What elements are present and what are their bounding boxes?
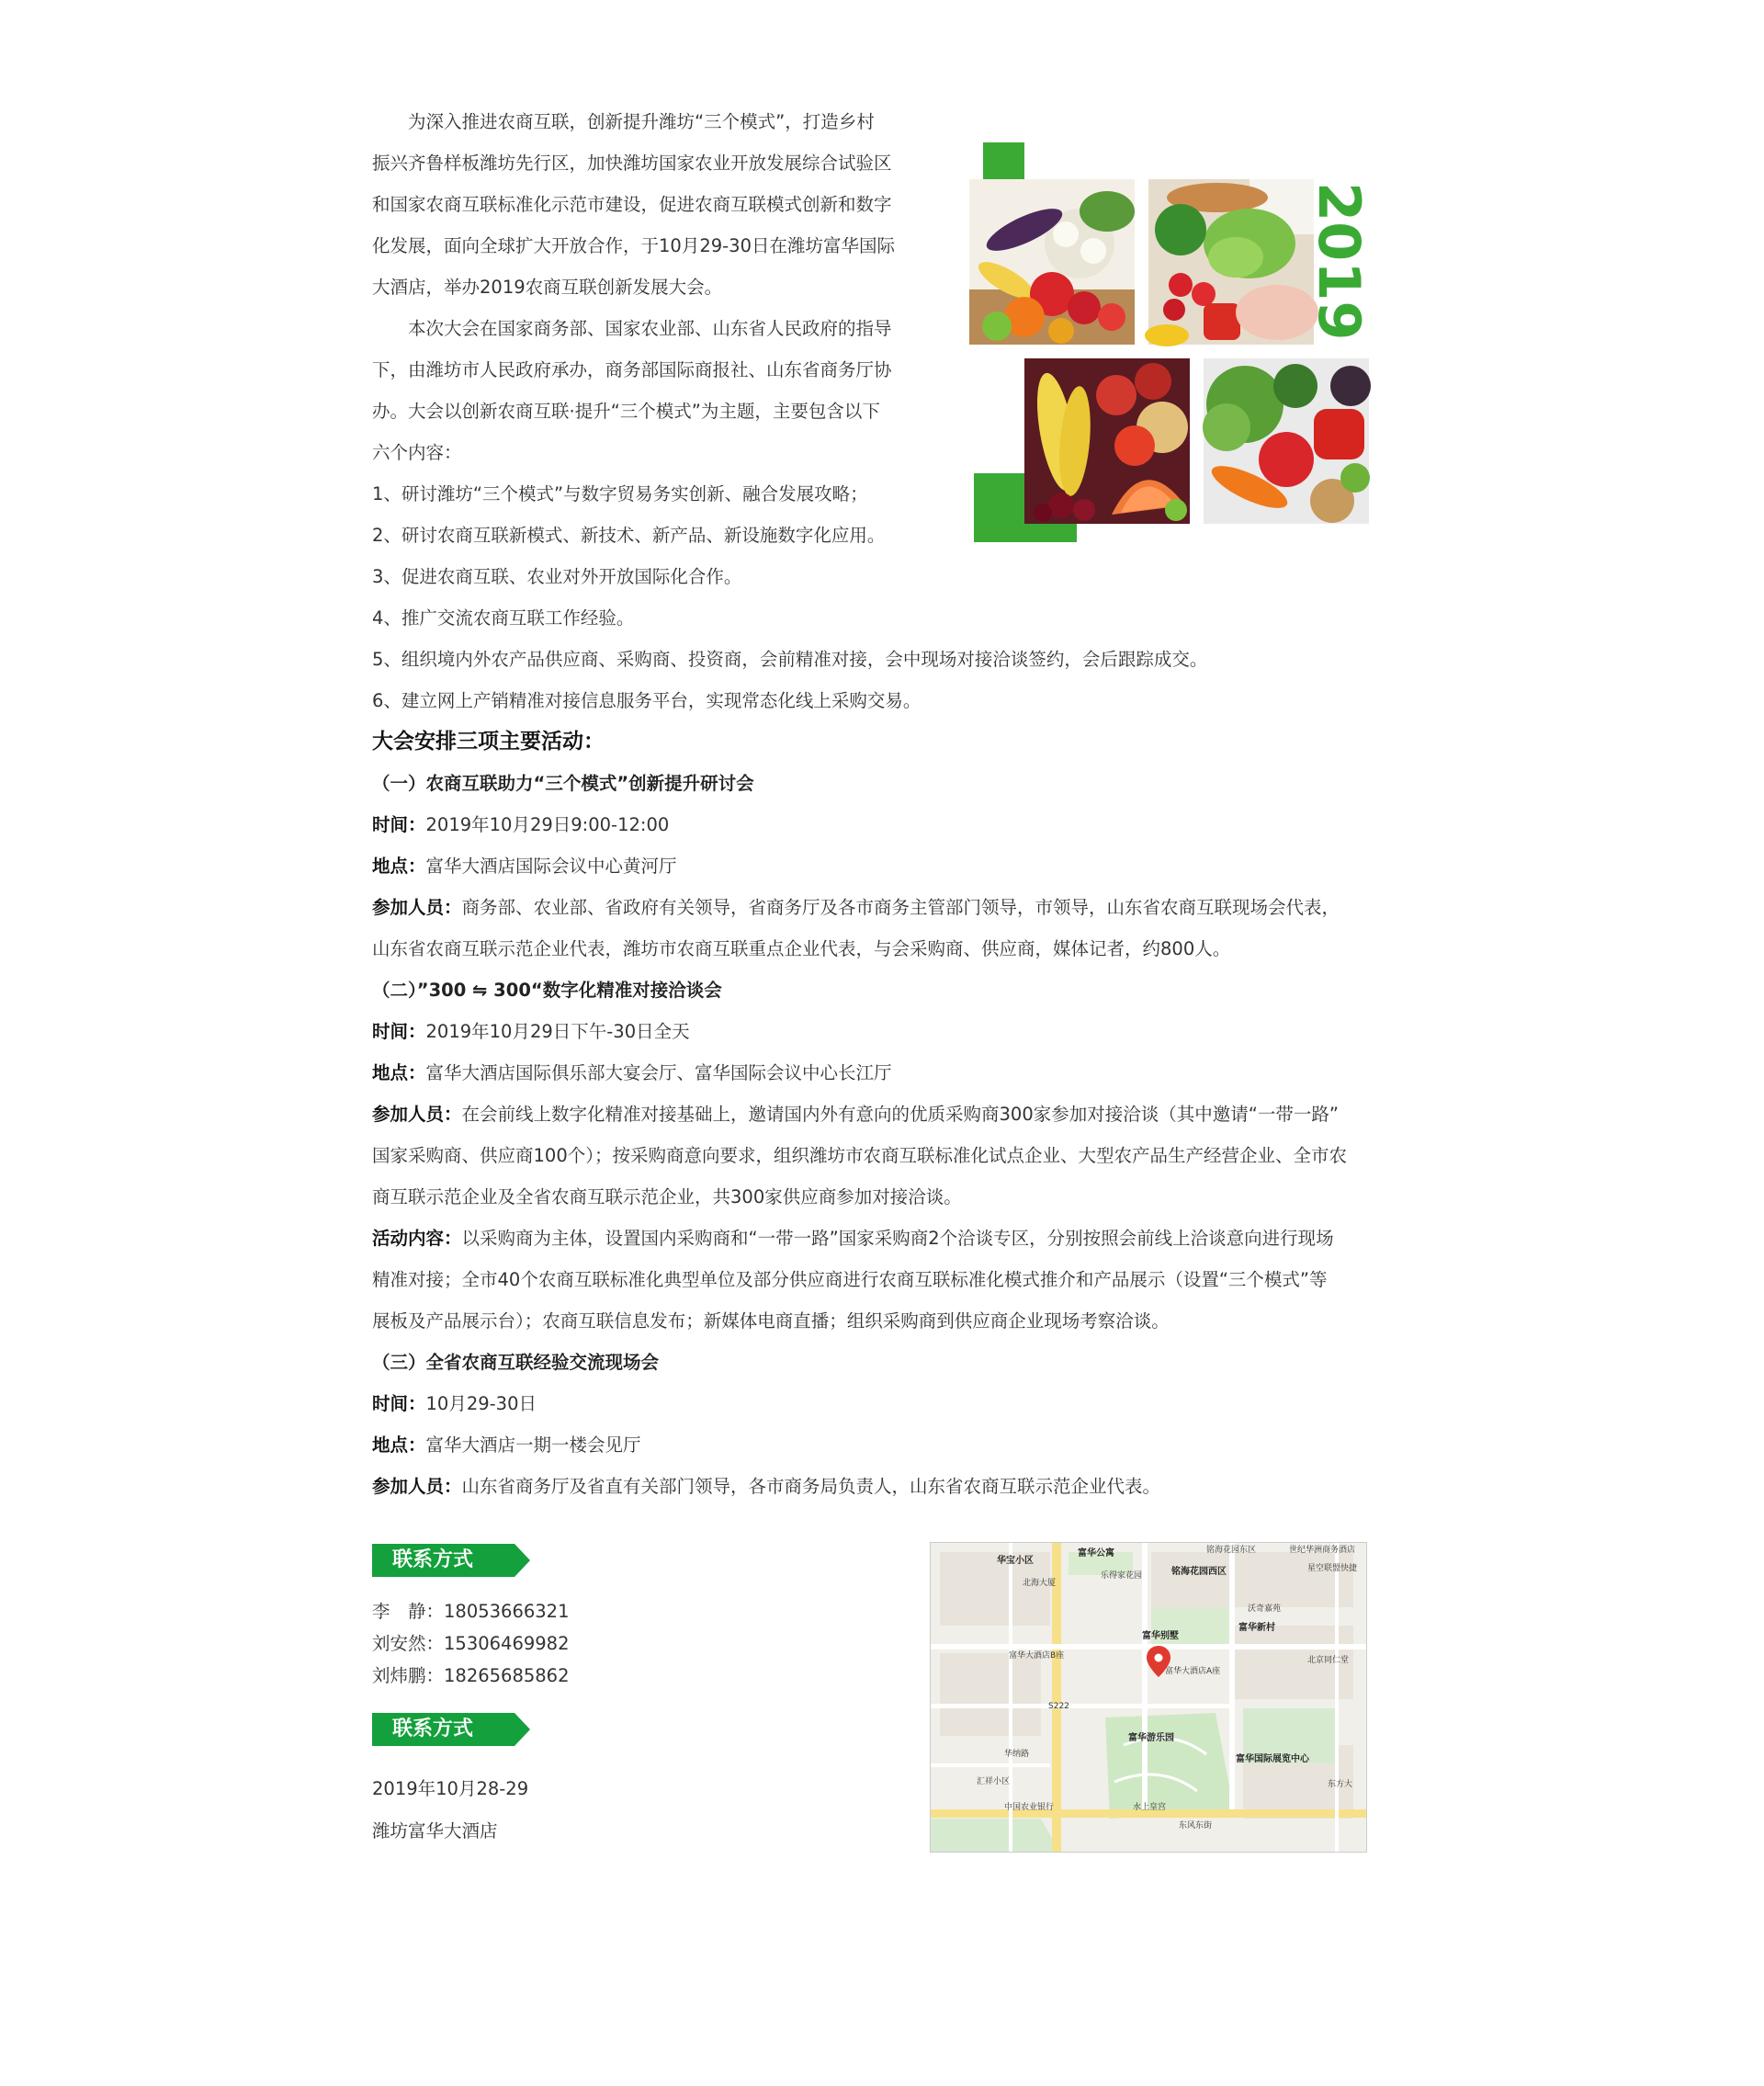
event-venue: 潍坊富华大酒店 xyxy=(372,1820,498,1842)
people-value: 商务部、农业部、省政府有关领导，省商务厅及各市商务主管部门领导，市领导，山东省农商互联现场会代表， xyxy=(461,897,1340,918)
time-label: 时间： xyxy=(372,1393,426,1414)
place-value: 富华大酒店一期一楼会见厅 xyxy=(425,1434,641,1456)
time-value: 2019年10月29日下午-30日全天 xyxy=(425,1021,690,1042)
activity-3-place xyxy=(372,1424,1383,1466)
content-value: 以采购商为主体，设置国内采购商和“一带一路”国家采购商2个洽谈专区，分别按照会前线上洽谈意向进行现场 xyxy=(461,1228,1334,1249)
activity-3-title: （三）全省农商互联经验交流现场会 xyxy=(372,1352,660,1373)
intro-line: 和国家农商互联标准化示范市建设，促进农商互联模式创新和数字 xyxy=(372,194,892,215)
activity-2-people-cont: 商互联示范企业及全省农商互联示范企业，共300家供应商参加对接洽谈。 xyxy=(372,1186,962,1207)
activity-2-content-cont: 展板及产品展示台）；农商互联信息发布；新媒体电商直播；组织采购商到供应商企业现场考察洽谈。 xyxy=(372,1310,1170,1332)
produce-photo-4 xyxy=(1204,358,1369,524)
intro-line: 六个内容： xyxy=(372,442,462,463)
content-item: 2、研讨农商互联新模式、新技术、新产品、新设施数字化应用。 xyxy=(372,525,886,546)
content-item: 1、研讨潍坊“三个模式”与数字贸易务实创新、融合发展攻略； xyxy=(372,483,868,504)
activity-1-people xyxy=(372,887,1383,928)
activity-2-time xyxy=(372,1011,1383,1052)
contact-tag-2-label: 联系方式 xyxy=(392,1718,474,1740)
place-label: 地点： xyxy=(372,1062,426,1083)
intro-line: 办。大会以创新农商互联·提升“三个模式”为主题，主要包含以下 xyxy=(372,401,880,422)
contact-person: 刘炜鹏：18265685862 xyxy=(372,1665,570,1686)
produce-photo-1 xyxy=(969,179,1135,345)
people-value: 在会前线上数字化精准对接基础上，邀请国内外有意向的优质采购商300家参加对接洽谈（其中邀请“一带一路” xyxy=(461,1104,1339,1125)
place-value: 富华大酒店国际俱乐部大宴会厅、富华国际会议中心长江厅 xyxy=(425,1062,892,1083)
activity-3-time xyxy=(372,1383,1383,1424)
map-label: 富华游乐园 xyxy=(1128,1733,1174,1743)
year-label: 2019 xyxy=(1306,182,1373,341)
place-label: 地点： xyxy=(372,856,426,877)
activity-1-title: （一）农商互联助力“三个模式”创新提升研讨会 xyxy=(372,773,754,794)
people-label: 参加人员： xyxy=(372,897,462,918)
time-label: 时间： xyxy=(372,814,426,835)
location-map[interactable] xyxy=(930,1542,1367,1853)
contact-person: 刘安然：15306469982 xyxy=(372,1633,570,1654)
activity-3-people xyxy=(372,1466,1383,1507)
intro-line: 化发展，面向全球扩大开放合作，于10月29-30日在潍坊富华国际 xyxy=(372,235,895,256)
intro-line: 本次大会在国家商务部、国家农业部、山东省人民政府的指导 xyxy=(408,318,892,339)
people-label: 参加人员： xyxy=(372,1104,462,1125)
map-label: 沃奇嘉苑 xyxy=(1248,1604,1282,1614)
contact-tag-2 xyxy=(372,1713,530,1746)
activity-1-people-cont: 山东省农商互联示范企业代表，潍坊市农商互联重点企业代表，与会采购商、供应商，媒体记者，约800人。 xyxy=(372,938,1231,959)
activities-heading: 大会安排三项主要活动： xyxy=(372,730,605,754)
map-label: 北海大厦 xyxy=(1023,1579,1057,1588)
activity-1-place xyxy=(372,845,1383,887)
activity-2-title: （二）”300 ⇋ 300“数字化精准对接洽谈会 xyxy=(372,980,722,1001)
map-label: 东方大 xyxy=(1328,1780,1353,1789)
event-date: 2019年10月28-29 xyxy=(372,1778,529,1799)
content-item: 5、组织境内外农产品供应商、采购商、投资商，会前精准对接，会中现场对接洽谈签约，会后跟踪成交。 xyxy=(372,649,1208,670)
people-value: 山东省商务厅及省直有关部门领导，各市商务局负责人，山东省农商互联示范企业代表。 xyxy=(461,1476,1161,1497)
content-item: 3、促进农商互联、农业对外开放国际化合作。 xyxy=(372,566,742,587)
map-label: 北京同仁堂 xyxy=(1307,1656,1350,1665)
map-label: 东风东街 xyxy=(1179,1821,1213,1831)
map-label: 乐得家花园 xyxy=(1101,1571,1143,1581)
contact-tag-1 xyxy=(372,1544,530,1577)
map-label: 华纳路 xyxy=(1004,1750,1030,1759)
map-label: 富华大酒店A座 xyxy=(1165,1667,1221,1676)
place-value: 富华大酒店国际会议中心黄河厅 xyxy=(425,856,677,877)
activity-1-time xyxy=(372,804,1383,845)
green-accent-square xyxy=(983,142,1024,184)
map-label: 富华公寓 xyxy=(1078,1548,1114,1559)
place-label: 地点： xyxy=(372,1434,426,1456)
activity-2-people xyxy=(372,1094,1383,1135)
people-label: 参加人员： xyxy=(372,1476,462,1497)
map-label: 中国农业银行 xyxy=(1004,1803,1055,1812)
produce-photo-3 xyxy=(1024,358,1190,524)
map-label: 铭海花园西区 xyxy=(1171,1567,1227,1577)
content-item: 6、建立网上产销精准对接信息服务平台，实现常态化线上采购交易。 xyxy=(372,690,922,711)
content-item: 4、推广交流农商互联工作经验。 xyxy=(372,607,635,629)
content-label: 活动内容： xyxy=(372,1228,462,1249)
activity-2-content-cont: 精准对接；全市40个农商互联标准化典型单位及部分供应商进行农商互联标准化模式推介和产品展示（设置“三个模式”等 xyxy=(372,1269,1328,1290)
intro-line: 振兴齐鲁样板潍坊先行区，加快潍坊国家农业开放发展综合试验区 xyxy=(372,153,892,174)
contact-person: 李 静：18053666321 xyxy=(372,1601,570,1622)
map-label: 富华别墅 xyxy=(1142,1631,1179,1641)
map-label: 富华国际展览中心 xyxy=(1236,1754,1309,1764)
time-label: 时间： xyxy=(372,1021,426,1042)
time-value: 2019年10月29日9:00-12:00 xyxy=(425,814,670,835)
year-label-box xyxy=(1306,182,1373,341)
contact-tag-1-label: 联系方式 xyxy=(392,1548,474,1571)
activity-2-place xyxy=(372,1052,1383,1094)
map-label: 铭海花园东区 xyxy=(1206,1546,1257,1555)
map-label: 星空联盟快捷 xyxy=(1307,1564,1358,1573)
activity-2-content xyxy=(372,1218,1383,1259)
map-label: 汇祥小区 xyxy=(977,1777,1011,1786)
map-label: S222 xyxy=(1048,1702,1069,1711)
map-label: 富华新村 xyxy=(1238,1623,1275,1633)
produce-photo-2 xyxy=(1148,179,1314,345)
map-label: 富华大酒店B座 xyxy=(1009,1651,1065,1661)
intro-line: 下，由潍坊市人民政府承办，商务部国际商报社、山东省商务厅协 xyxy=(372,359,892,380)
time-value: 10月29-30日 xyxy=(425,1393,537,1414)
map-label: 华宝小区 xyxy=(997,1556,1034,1566)
map-label: 水上皇宫 xyxy=(1133,1803,1167,1812)
activity-2-people-cont: 国家采购商、供应商100个）；按采购商意向要求，组织潍坊市农商互联标准化试点企业、大型农产品生产经营企业、全市农 xyxy=(372,1145,1347,1166)
map-label: 世纪华洲商务酒店 xyxy=(1289,1546,1356,1555)
intro-line: 大酒店，举办2019农商互联创新发展大会。 xyxy=(372,277,723,298)
intro-line: 为深入推进农商互联，创新提升潍坊“三个模式”，打造乡村 xyxy=(408,111,875,132)
